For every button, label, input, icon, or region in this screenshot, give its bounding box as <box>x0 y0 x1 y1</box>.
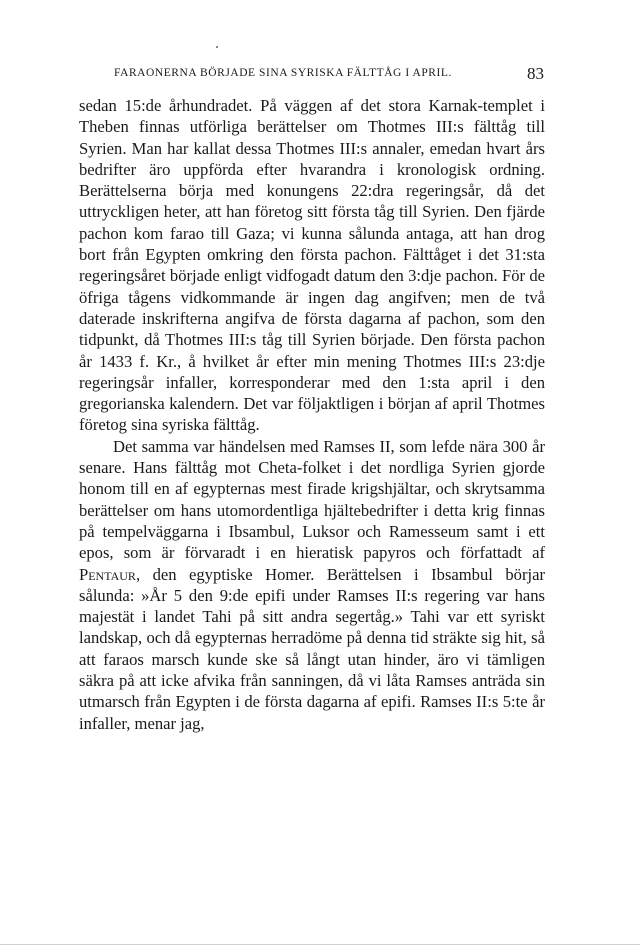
running-title: FARAONERNA BÖRJADE SINA SYRISKA FÄLTTÅG I APRIL. <box>114 67 452 79</box>
page-header <box>84 64 544 88</box>
author-name-pentaur: Pentaur <box>79 564 136 584</box>
page-number: 83 <box>527 64 544 83</box>
print-speck <box>216 46 218 48</box>
paragraph-1: sedan 15:de århundradet. På väggen af det stora Karnak-templet i Theben finnas utförliga berättelser om Thotmes III:s fälttåg till Syrien. Man har kallat dessa Thotmes III:s annaler, emedan hvart års bedrifter äro uppförda efter hvarandra i kronologisk ordning. Berättelserna börja med konungens 22:dra regeringsår, då det uttryckligen heter, att han företog sitt första tåg till Syrien. Den fjärde pachon kom farao till Gaza; vi kunna sålunda antaga, att han drog bort från Egypten omkring den första pachon. Fälttåget i det 31:sta regeringsåret började enligt vidfogadt datum den 3:dje pachon. För de öfriga tågens vidkommande är ingen dag angifven; men de två daterade inskrifterna angifva de första dagarna af pachon, som den tidpunkt, då Thotmes III:s tåg till Syrien började. Den första pachon år 1433 f. Kr., å hvilket år efter min mening Thotmes III:s 23:dje regeringsår infaller, korresponderar med den 1:sta april i den gregorianska kalendern. Det var följaktligen i början af april Thotmes företog sina syriska fälttåg. <box>79 96 545 435</box>
paragraph-2-text-end: , den egyptiske Homer. Berättelsen i Ibsambul börjar sålunda: »År 5 den 9:de epifi under Ramses II:s regering var hans majestät i landet Tahi på sitt andra segertåg.» Tahi var ett syriskt landskap, och då egypternas herradöme på denna tid sträkte sig hit, så att faraos marsch kunde ske så långt utan hinder, äro vi tämligen säkra på att icke afvika från sanningen, då vi låta Ramses anträda sin utmarsch från Egypten i de första dagarna af epifi. Ramses II:s 5:te år infaller, menar jag, <box>79 564 545 733</box>
page-bottom-edge <box>0 944 640 945</box>
paragraph-2 <box>79 436 545 734</box>
body-text <box>79 95 545 734</box>
paragraph-2-text-start: Det samma var händelsen med Ramses II, som lefde nära 300 år senare. Hans fälttåg mot Cheta-folket i det nordliga Syrien gjorde honom till en af egypternas mest firade krigshjältar, och skrytsamma berättelser om hans utomordentliga hjältebedrifter i detta krig finnas på tempelväggarna i Ibsambul, Luksor och Ramesseum samt i ett epos, som är förvaradt i en hieratisk papyros och författadt af <box>79 436 545 563</box>
